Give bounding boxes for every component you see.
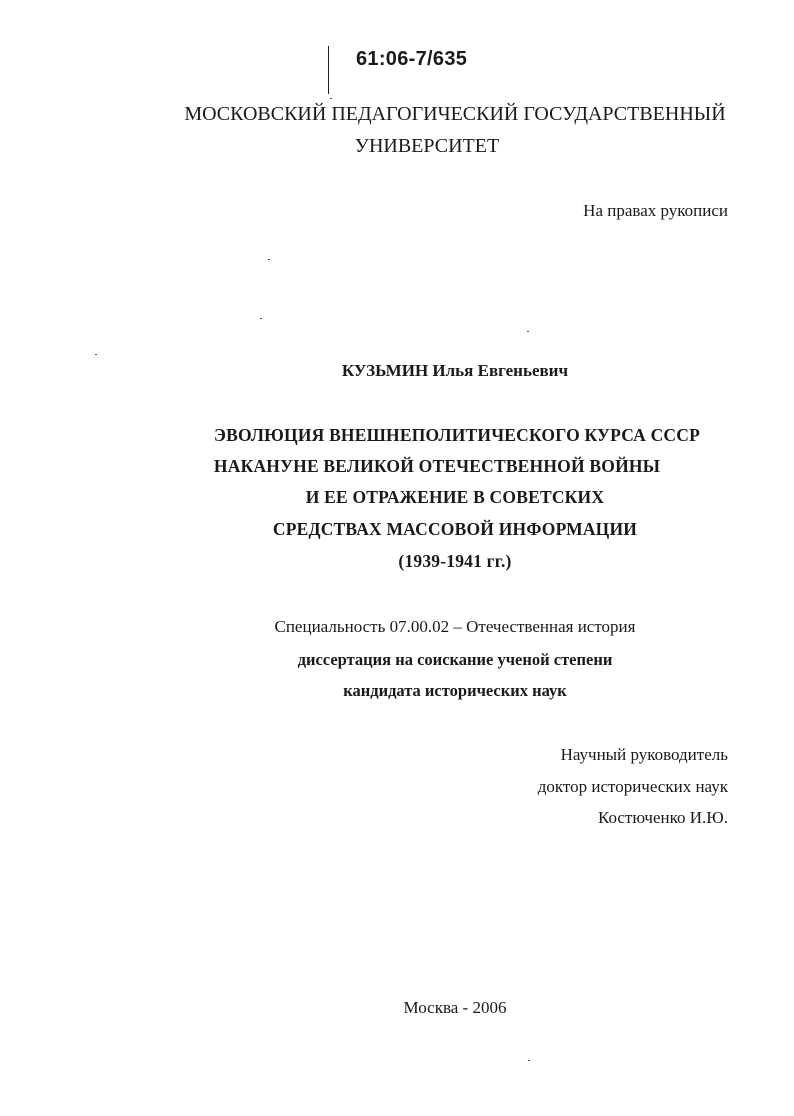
- supervisor-role: Научный руководитель: [560, 745, 728, 764]
- specialty-line: Специальность 07.00.02 – Отечественная история: [274, 617, 636, 636]
- thesis-title-line3: И ЕЕ ОТРАЖЕНИЕ В СОВЕТСКИХ: [305, 487, 605, 507]
- thesis-title-line4: СРЕДСТВАХ МАССОВОЙ ИНФОРМАЦИИ: [272, 519, 638, 539]
- scan-speck: [527, 331, 529, 332]
- university-name-line2: УНИВЕРСИТЕТ: [354, 135, 500, 157]
- dissertation-line2: кандидата исторических наук: [343, 681, 567, 700]
- thesis-title-line1: ЭВОЛЮЦИЯ ВНЕШНЕПОЛИТИЧЕСКОГО КУРСА СССР: [214, 425, 700, 445]
- scan-speck: [260, 318, 262, 319]
- scan-speck: [330, 98, 332, 99]
- university-name-line1: МОСКОВСКИЙ ПЕДАГОГИЧЕСКИЙ ГОСУДАРСТВЕННЫЙ: [184, 103, 726, 125]
- thesis-title-line2: НАКАНУНЕ ВЕЛИКОЙ ОТЕЧЕСТВЕННОЙ ВОЙНЫ: [213, 456, 661, 476]
- archive-stamp-code: 61:06-7/635: [356, 48, 468, 70]
- dissertation-line1: диссертация на соискание ученой степени: [297, 650, 613, 669]
- scan-speck: [268, 259, 270, 260]
- city-and-year: Москва - 2006: [403, 998, 507, 1017]
- manuscript-rights-note: На правах рукописи: [583, 201, 728, 220]
- thesis-title-years: (1939-1941 гг.): [398, 551, 512, 571]
- supervisor-degree: доктор исторических наук: [537, 777, 728, 796]
- supervisor-name: Костюченко И.Ю.: [597, 808, 728, 827]
- author-name: КУЗЬМИН Илья Евгеньевич: [341, 361, 569, 380]
- scan-speck: [95, 354, 97, 355]
- scan-speck: [528, 1060, 530, 1061]
- stamp-divider-line: [328, 46, 329, 94]
